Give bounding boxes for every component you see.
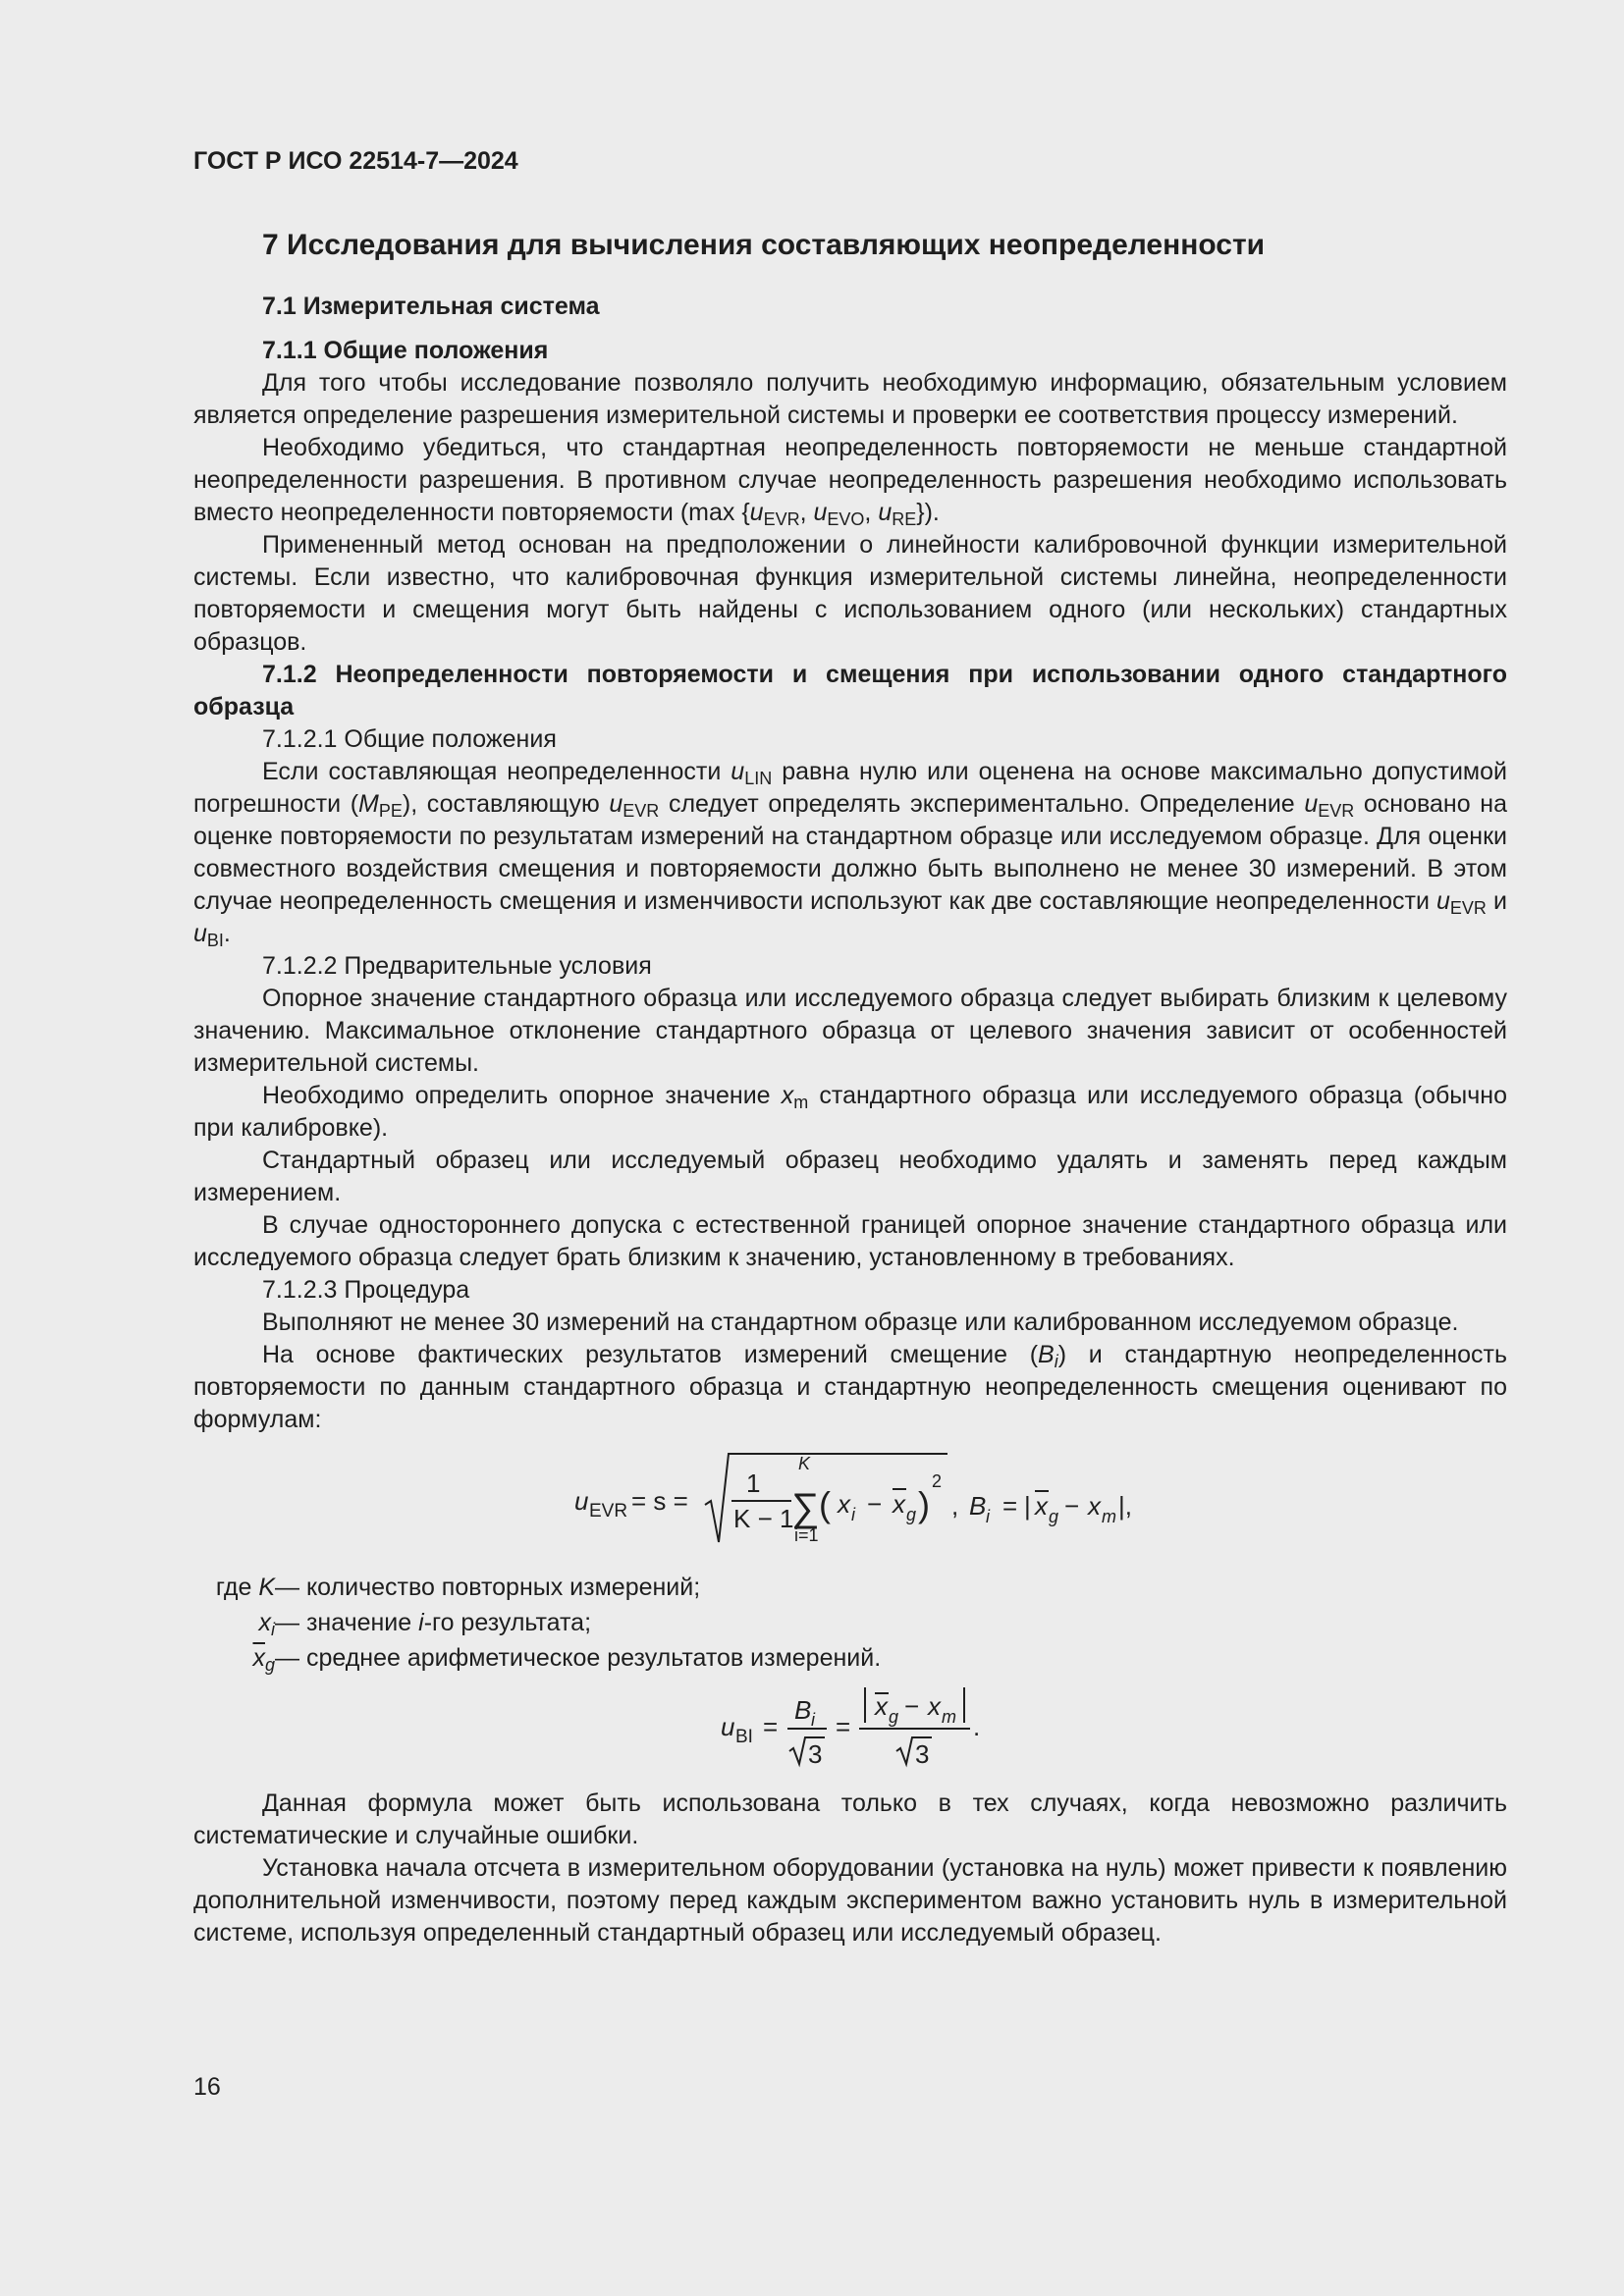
definition-item: где K — количество повторных измерений;	[215, 1574, 701, 1601]
paragraph: Для того чтобы исследование позволяло получить необходимую информацию, обязательным условием является определение разрешения измерительной системы и проверки ее соответствия процессу измерений.	[193, 369, 1507, 429]
formula-text: |	[1024, 1491, 1031, 1521]
formula-text: ,	[951, 1491, 959, 1521]
definitions-list	[193, 1570, 1507, 1676]
formula-symbol: u	[574, 1486, 589, 1516]
formula-uevr	[193, 1446, 1507, 1556]
formula-text: K − 1	[733, 1504, 794, 1533]
paragraph: Необходимо определить опорное значение $x_m$ стандартного образца или исследуемого образца (обычно при калибровке).	[193, 1082, 1507, 1142]
formula-text: =	[836, 1712, 851, 1741]
formula-symbol: x	[893, 1489, 905, 1519]
standard-header: ГОСТ Р ИСО 22514-7—2024	[193, 147, 518, 175]
formula-subscript: EVR	[589, 1501, 628, 1522]
section-7-1-1-title: 7.1.1 Общие положения	[262, 337, 549, 364]
formula-text: = s =	[631, 1486, 688, 1516]
paragraph: В случае одностороннего допуска с естественной границей опорное значение стандартного образца или исследуемого образца следует брать близким к значению, установленному в требованиях.	[193, 1211, 1507, 1271]
formula-text: −	[904, 1691, 920, 1721]
formula-subscript: i	[851, 1505, 855, 1524]
formula-text: K	[798, 1454, 811, 1473]
definition-item: $\overline{x}_g$ — среднее арифметическое результатов измерений.	[252, 1644, 882, 1675]
formula-text: 3	[808, 1739, 823, 1769]
formula-symbol: x	[838, 1489, 850, 1519]
formula-text: 3	[915, 1739, 930, 1769]
formula-symbol: x	[875, 1691, 888, 1721]
section-7-1-2-title: 7.1.2 Неопределенности повторяемости и смещения при использовании одного стандартного образца	[193, 661, 1507, 721]
paragraph: Установка начала отсчета в измерительном оборудовании (установка на нуль) может привести к появлению дополнительной изменчивости, поэтому перед каждым экспериментом важно установить нуль в измерительной системе, используя определенный стандартный образец или исследуемый образец.	[193, 1854, 1507, 1947]
formula-symbol: u	[721, 1712, 735, 1741]
formula-symbol: x	[1035, 1491, 1048, 1521]
sum-sign: ∑	[791, 1486, 820, 1529]
section-7-1-title: 7.1 Измерительная система	[262, 293, 600, 320]
formula-ubi	[193, 1682, 1507, 1776]
formula-subscript: i	[986, 1507, 990, 1526]
paragraph: Если составляющая неопределенности $u_{LIN}$ равна нулю или оценена на основе максимально допустимой погрешности $(M_{PE})$, составляющую $u_{EVR}$ следует определять экспериментально. Определение $u_{EVR}$ основано на оценке повторяемости по результатам измерений на стандартном образце или исследуемом образце. Для оценки совместного воздействия смещения и повторяемости должно быть выполнено не менее 30 измерений. В этом случае неопределенность смещения и изменчивости используют как две составляющие неопределенности $u_{EVR}$ и $u_{BI}$.	[193, 758, 1507, 950]
formula-text: 1	[746, 1468, 761, 1498]
formula-subscript: BI	[735, 1727, 753, 1747]
formula-symbol: x	[1088, 1491, 1101, 1521]
page-number: 16	[193, 2073, 221, 2101]
paragraph: Стандартный образец или исследуемый образец необходимо удалять и заменять перед каждым измерением.	[193, 1147, 1507, 1206]
paragraph: Опорное значение стандартного образца или исследуемого образца следует выбирать близким к целевому значению. Максимальное отклонение стандартного образца от целевого значения зависит от особенностей измерительной системы.	[193, 985, 1507, 1077]
paragraph: Выполняют не менее 30 измерений на стандартном образце или калиброванном исследуемом образце.	[262, 1308, 1459, 1336]
definition-item: $x_i$ — значение i-го результата;	[258, 1609, 592, 1639]
formula-subscript: m	[942, 1707, 956, 1727]
formula-text: )	[918, 1484, 930, 1524]
formula-subscript: g	[906, 1505, 917, 1524]
formula-text: 2	[932, 1471, 943, 1491]
formula-text: −	[867, 1489, 883, 1519]
formula-text: (	[819, 1484, 831, 1524]
formula-symbol: B	[969, 1491, 987, 1521]
page-content	[193, 218, 1507, 1949]
formula-symbol: x	[928, 1691, 941, 1721]
section-7-1-2-3-title: 7.1.2.3 Процедура	[262, 1276, 470, 1304]
formula-subscript: m	[1102, 1507, 1116, 1526]
formula-subscript: g	[1049, 1507, 1059, 1526]
formula-text: |,	[1118, 1491, 1132, 1521]
section-7-1-2-2-title: 7.1.2.2 Предварительные условия	[262, 952, 652, 980]
formula-text: −	[1064, 1491, 1080, 1521]
paragraph: На основе фактических результатов измерений смещение $(B_i)$ и стандартную неопределенность повторяемости по данным стандартного образца и стандартную неопределенность смещения оценивают по формулам:	[193, 1341, 1507, 1433]
section-7-1-2-1-title: 7.1.2.1 Общие положения	[262, 725, 557, 753]
formula-symbol: B	[794, 1695, 812, 1725]
formula-text: .	[973, 1712, 981, 1741]
formula-subscript: i	[811, 1710, 815, 1730]
formula-text: i=1	[794, 1525, 819, 1545]
formula-text: =	[763, 1712, 779, 1741]
paragraph: Необходимо убедиться, что стандартная неопределенность повторяемости не меньше стандартной неопределенности разрешения. В противном случае неопределенность разрешения необходимо использовать вместо неопределенности повторяемости (max {$u_{EVR}$, $u_{EVO}$, $u_{RE}$}).	[193, 434, 1507, 529]
formula-text: =	[1002, 1491, 1018, 1521]
section-7-title: 7 Исследования для вычисления составляющих неопределенности	[262, 229, 1266, 261]
paragraph: Данная формула может быть использована только в тех случаях, когда невозможно различить систематические и случайные ошибки.	[193, 1789, 1507, 1849]
formula-subscript: g	[889, 1707, 899, 1727]
paragraph: Примененный метод основан на предположении о линейности калибровочной функции измерительной системы. Если известно, что калибровочная функция измерительной системы линейна, неопределенности повторяемости и смещения могут быть найдены с использованием одного (или нескольких) стандартных образцов.	[193, 531, 1507, 656]
